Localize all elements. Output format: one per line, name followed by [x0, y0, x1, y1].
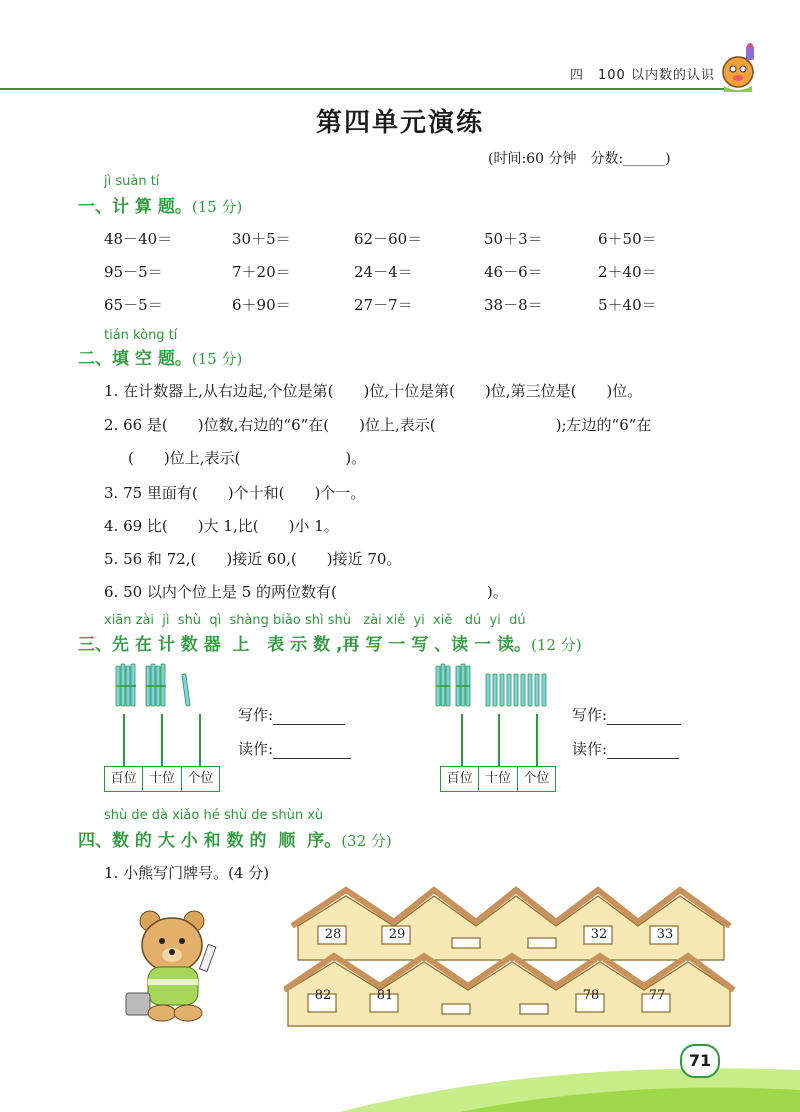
calc-problem: 6＋90＝	[232, 296, 291, 314]
abacus-beads-right	[432, 660, 562, 710]
house-number-top: 28	[324, 927, 342, 942]
house-number-top: 29	[388, 927, 406, 942]
abacus-rod	[498, 714, 500, 766]
section1-heading: 一、计 算 题。(15 分)	[78, 197, 243, 217]
fill-question-6: 6. 50 以内个位上是 5 的两位数有( )。	[104, 583, 508, 601]
read-label-left: 读作:	[238, 738, 351, 759]
house-number-bottom: 78	[582, 988, 600, 1003]
house-number-top: 33	[656, 927, 674, 942]
abacus-col-tens: 十位	[479, 767, 517, 791]
abacus-col-ones: 个位	[187, 771, 214, 786]
abacus-col-hundreds: 百位	[105, 767, 143, 791]
abacus-col-tens: 十位	[143, 767, 181, 791]
fill-question-1: 1. 在计数器上,从右边起,个位是第( )位,十位是第( )位,第三位是( )位。	[104, 382, 643, 400]
house-number-top: 32	[590, 927, 608, 942]
house-number-bottom: 77	[648, 988, 666, 1003]
bear-painter-illustration	[118, 905, 228, 1025]
fill-question-3: 3. 75 里面有( )个十和( )个一。	[104, 484, 366, 502]
calc-problem: 46－6＝	[484, 263, 543, 281]
fill-question-2-cont: ( )位上,表示( )。	[128, 449, 367, 467]
calc-problem: 48－40＝	[104, 230, 173, 248]
header-rule	[0, 88, 728, 90]
fill-question-4: 4. 69 比( )大 1,比( )小 1。	[104, 517, 339, 535]
read-label-right: 读作:	[572, 738, 679, 759]
house-number-bottom: 82	[314, 988, 332, 1003]
calc-problem: 62－60＝	[354, 230, 423, 248]
calc-problem: 6＋50＝	[598, 230, 657, 248]
calc-problem: 2＋40＝	[598, 263, 657, 281]
calc-problem: 24－4＝	[354, 263, 413, 281]
abacus-rod	[199, 714, 201, 766]
write-label-right: 写作:	[572, 704, 681, 725]
header-breadcrumb: 四 100 以内数的认识	[570, 68, 715, 83]
calc-problem: 7＋20＝	[232, 263, 291, 281]
calc-problem: 95－5＝	[104, 263, 163, 281]
calc-problem: 5＋40＝	[598, 296, 657, 314]
page-number: 71	[680, 1044, 720, 1078]
section3-pinyin: xiān zài jì shù qì shàng biǎo shì shù zài xiě yi xiě dú yi dú	[104, 613, 526, 628]
calc-problem: 38－8＝	[484, 296, 543, 314]
abacus-rod	[123, 714, 125, 766]
abacus-beads-left	[104, 660, 214, 710]
mascot-icon	[716, 42, 760, 94]
write-label-left: 写作:	[238, 704, 345, 725]
calc-problem: 27－7＝	[354, 296, 413, 314]
section3-heading: 三、先 在 计 数 器 上 表 示 数 ,再 写 一 写 、读 一 读。(12 分)	[78, 635, 582, 655]
abacus-base-left	[104, 766, 220, 792]
calc-problem: 50＋3＝	[484, 230, 543, 248]
sub-question-1: 1. 小熊写门牌号。(4 分)	[104, 864, 270, 882]
abacus-rod	[461, 714, 463, 766]
fill-question-5: 5. 56 和 72,( )接近 60,( )接近 70。	[104, 550, 402, 568]
section4-heading: 四、数 的 大 小 和 数 的 顺 序。(32 分)	[78, 831, 392, 851]
page-title: 第四单元演练	[315, 108, 484, 138]
abacus-rod	[536, 714, 538, 766]
section1-pinyin: jì suàn tí	[104, 174, 160, 189]
abacus-base-right	[440, 766, 556, 792]
calc-problem: 65－5＝	[104, 296, 163, 314]
houses-illustration	[284, 886, 736, 1032]
section4-pinyin: shù de dà xiǎo hé shù de shùn xù	[104, 808, 324, 823]
fill-question-2: 2. 66 是( )位数,右边的“6”在( )位上,表示( );左边的“6”在	[104, 416, 652, 434]
abacus-col-ones: 个位	[523, 771, 550, 786]
time-score-info: (时间:60 分钟 分数:______)	[488, 151, 671, 167]
section2-heading: 二、填 空 题。(15 分)	[78, 349, 243, 369]
abacus-rod	[161, 714, 163, 766]
abacus-col-hundreds: 百位	[441, 767, 479, 791]
footer-swoosh	[340, 1040, 800, 1112]
section2-pinyin: tián kòng tí	[104, 328, 178, 343]
house-number-bottom: 81	[376, 988, 394, 1003]
calc-problem: 30＋5＝	[232, 230, 291, 248]
